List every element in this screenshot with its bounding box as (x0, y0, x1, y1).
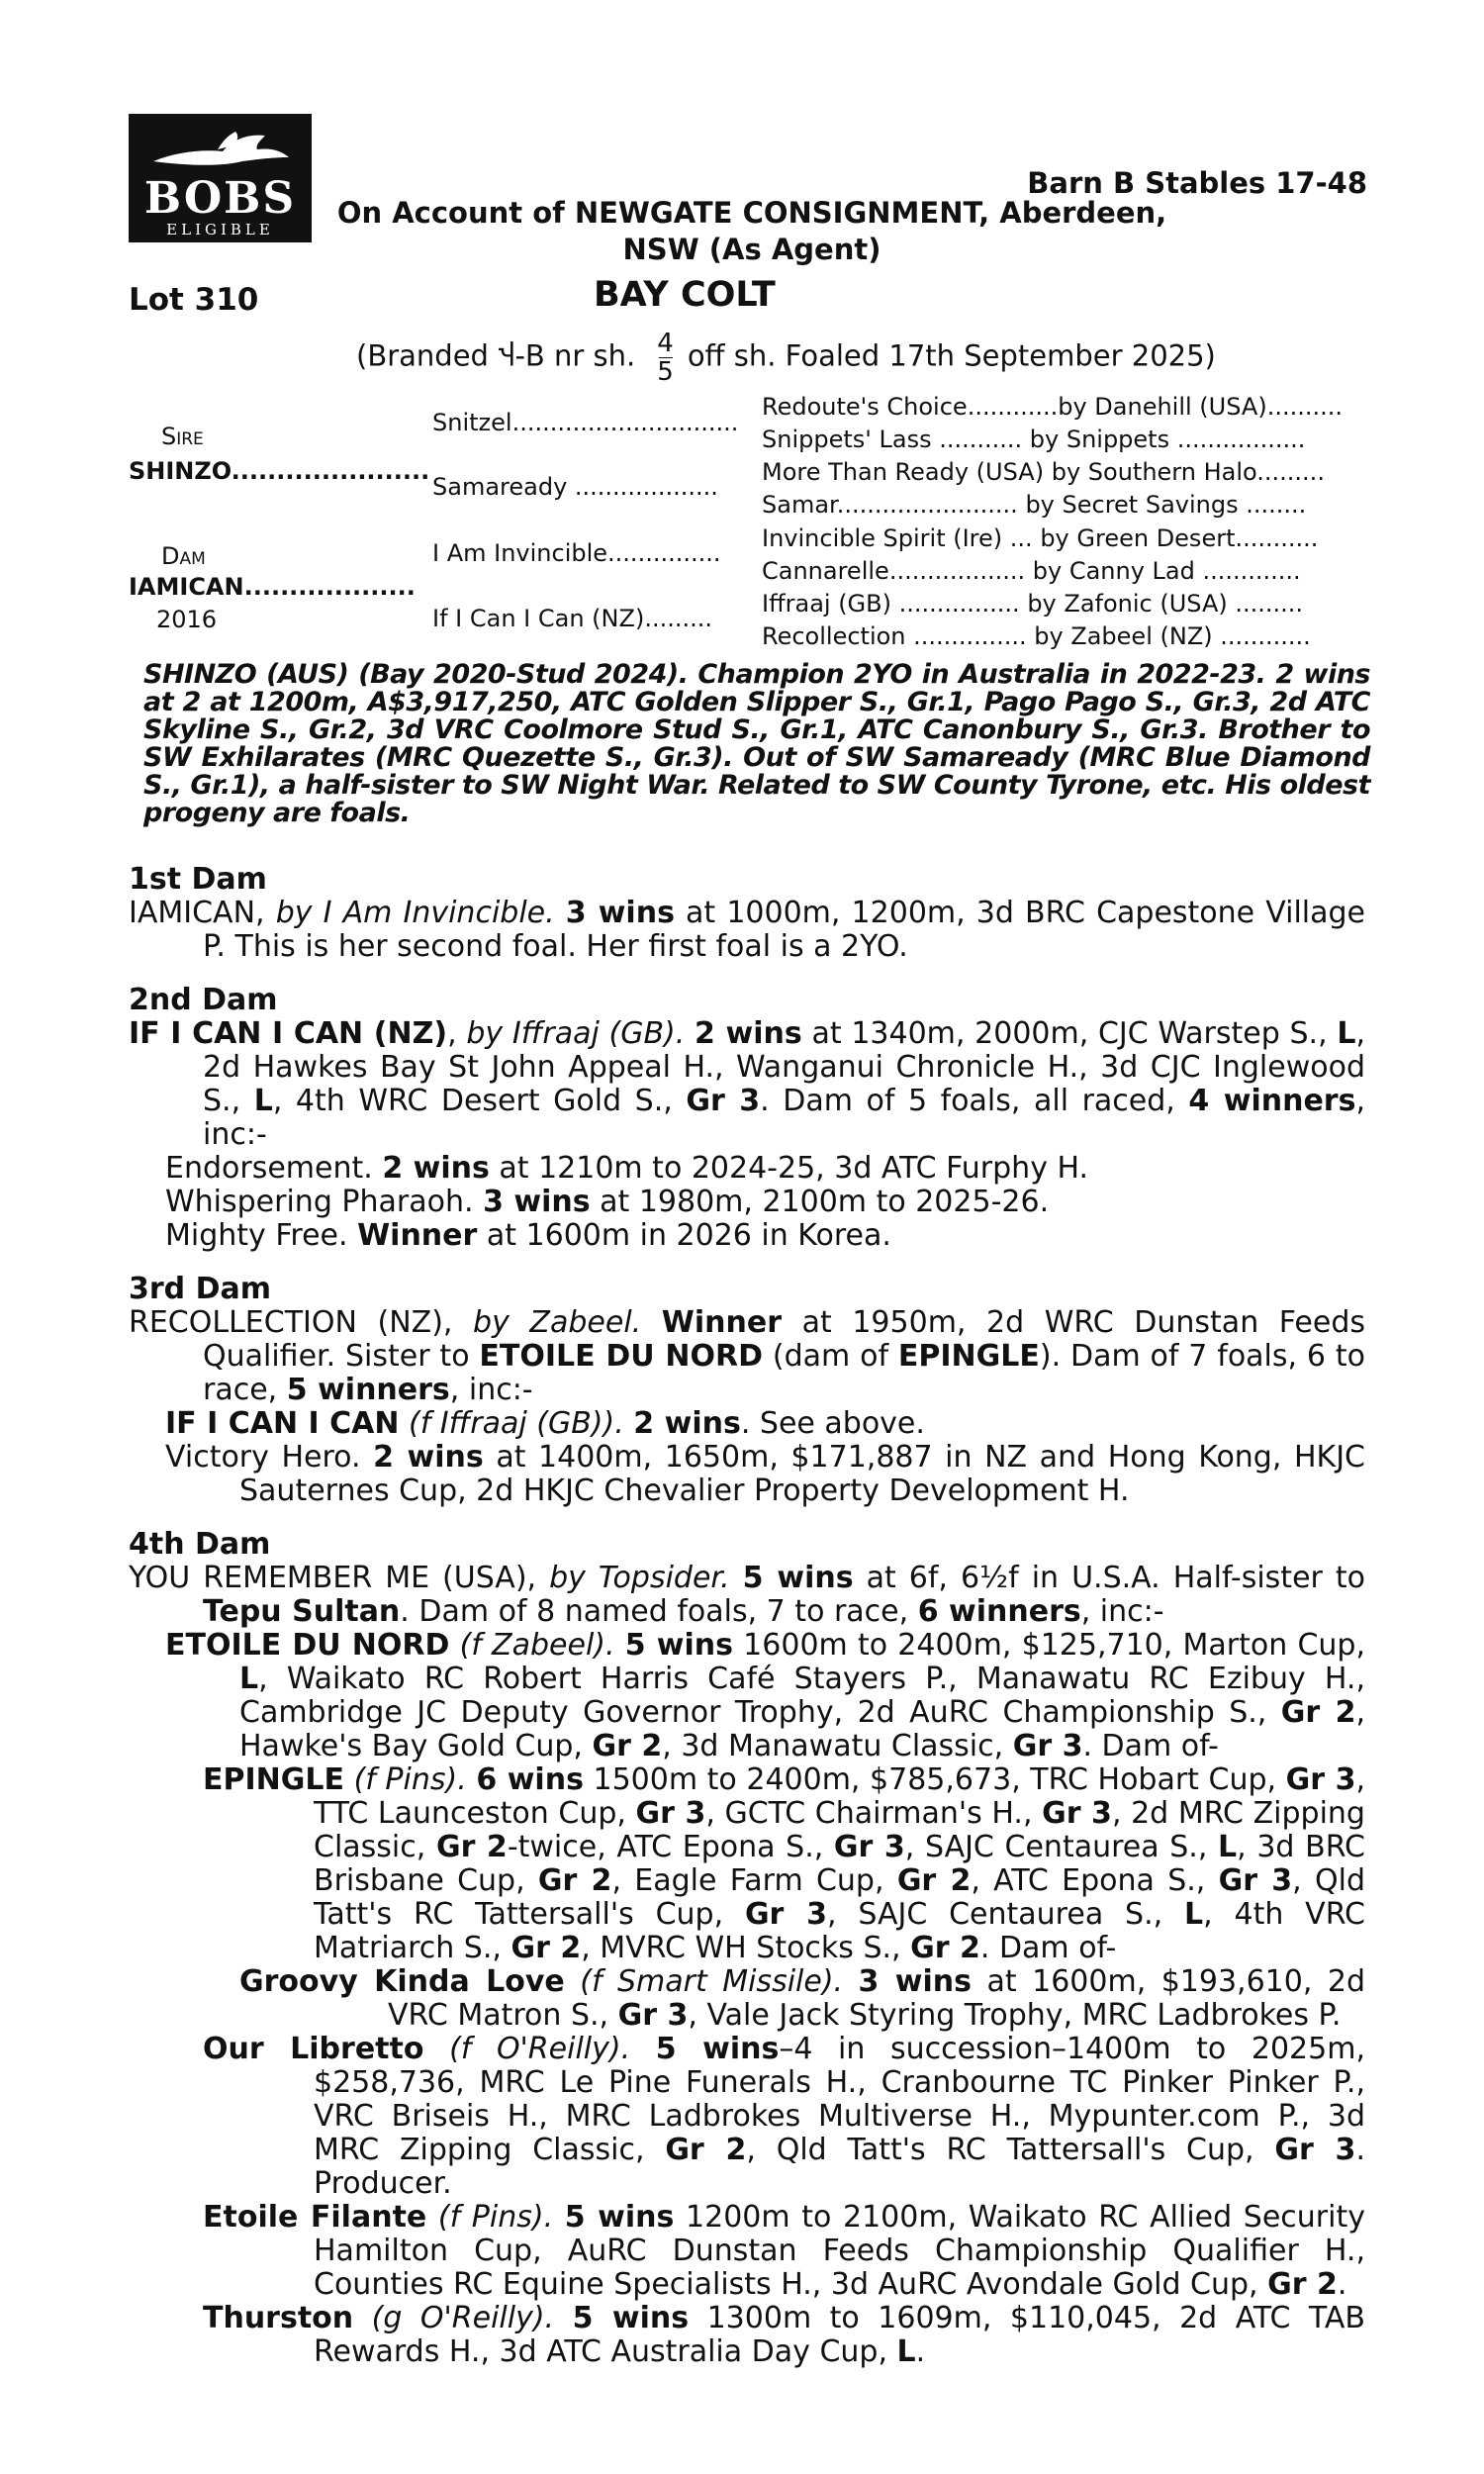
brand-numerator: 4 (657, 329, 674, 358)
dam3-text: RECOLLECTION (NZ), by Zabeel. Winner at 1950m, 2d WRC Dunstan Feeds Qualifier. Sister to ETOILE DU NORD (dam of EPINGLE). Dam of 7 foals, 6 to race, 5 winners, inc:- (129, 1305, 1365, 1407)
sire-label: Sire (161, 423, 204, 450)
dam2-progeny-3: Mighty Free. Winner at 1600m in 2026 in Korea. (165, 1218, 891, 1253)
brand-pre: (Branded (356, 338, 499, 373)
pedigree-gen2-4: If I Can I Can (NZ)......... (432, 605, 712, 632)
sire-name: SHINZO...................... (129, 457, 430, 485)
dam-name: IAMICAN................... (129, 573, 416, 601)
dam2-text: IF I CAN I CAN (NZ), by Iffraaj (GB). 2 wins at 1340m, 2000m, CJC Warstep S., L, 2d Hawkes Bay St John Appeal H., Wanganui Chronicle H., 3d CJC Inglewood S., L, 4th WRC Desert Gold S., Gr 3. Dam of 5 foals, all raced, 4 winners, inc:- (129, 1016, 1366, 1152)
bobs-eligible-logo (129, 114, 312, 242)
dam1-heading: 1st Dam (129, 862, 267, 897)
logo-subtext: ELIGIBLE (166, 221, 274, 238)
consignor (307, 195, 1197, 268)
dam4-heading: 4th Dam (129, 1527, 271, 1562)
pedigree-gen3-7: Iffraaj (GB) ................ by Zafonic (USA) ......... (762, 590, 1304, 618)
dam1-text: IAMICAN, by I Am Invincible. 3 wins at 1000m, 1200m, 3d BRC Capestone Village P. This is her second foal. Her first foal is a 2YO. (129, 896, 1365, 964)
dam-history (129, 863, 1365, 2369)
dam3-progeny-1: IF I CAN I CAN (f Iffraaj (GB)). 2 wins. See above. (165, 1406, 925, 1441)
groovy-kinda-love: Groovy Kinda Love (f Smart Missile). 3 wins at 1600m, $193,610, 2d VRC Matron S., Gr 3, Vale Jack Styring Trophy, MRC Ladbrokes P. (239, 1964, 1366, 2033)
consignor-line-2: NSW (As Agent) (622, 233, 881, 266)
brand-denominator: 5 (657, 357, 674, 387)
brand-mid: nr sh. (544, 338, 636, 373)
dam2-heading: 2nd Dam (129, 983, 278, 1017)
pedigree-gen2-1: Snitzel.............................. (432, 409, 739, 436)
brand-mark: Ⴣ-B (498, 338, 545, 373)
pedigree-gen3-3: More Than Ready (USA) by Southern Halo......... (762, 458, 1325, 486)
dam2-progeny-1: Endorsement. 2 wins at 1210m to 2024-25, 3d ATC Furphy H. (165, 1151, 1089, 1186)
dam2-progeny-2: Whispering Pharaoh. 3 wins at 1980m, 2100m to 2025-26. (165, 1185, 1050, 1219)
dam3-progeny-2: Victory Hero. 2 wins at 1400m, 1650m, $171,887 in NZ and Hong Kong, HKJC Sauternes Cup, 2d HKJC Chevalier Property Development H. (165, 1440, 1365, 1508)
sire-summary: SHINZO (AUS) (Bay 2020-Stud 2024). Champion 2YO in Australia in 2022-23. 2 wins at 2 at 1200m, A$3,917,250, ATC Golden Slipper S., Gr.1, Pago Pago S., Gr.3, 2d ATC Skyline S., Gr.2, 3d VRC Coolmore Stud S., Gr.1, ATC Canonbury S., Gr.3. Brother to SW Exhilarates (MRC Quezette S., Gr.3). Out of SW Samaready (MRC Blue Diamond S., Gr.1), a half-sister to SW Night War. Related to SW County Tyrone, etc. His oldest progeny are foals. (143, 659, 1370, 828)
pedigree-gen3-4: Samar........................ by Secret Savings ........ (762, 491, 1307, 519)
epingle: EPINGLE (f Pins). 6 wins 1500m to 2400m, $785,673, TRC Hobart Cup, Gr 3, TTC Launceston Cup, Gr 3, GCTC Chairman's H., Gr 3, 2d MRC Zipping Classic, Gr 2-twice, ATC Epona S., Gr 3, SAJC Centaurea S., L, 3d BRC Brisbane Cup, Gr 2, Eagle Farm Cup, Gr 2, ATC Epona S., Gr 3, Qld Tatt's RC Tattersall's Cup, Gr 3, SAJC Centaurea S., L, 4th VRC Matriarch S., Gr 2, MVRC WH Stocks S., Gr 2. Dam of- (203, 1762, 1365, 1965)
pedigree-gen2-3: I Am Invincible............... (432, 539, 721, 567)
dam3-heading: 3rd Dam (129, 1272, 271, 1306)
brand-post: off sh. Foaled 17th September 2025) (687, 338, 1216, 373)
lot-number: Lot 310 (129, 282, 259, 318)
dam-label: Dam (161, 542, 206, 570)
pedigree-gen3-8: Recollection ............... by Zabeel (NZ) ............ (762, 622, 1311, 650)
consignor-line-1: On Account of NEWGATE CONSIGNMENT, Aberdeen, (336, 196, 1167, 230)
pedigree-gen2-2: Samaready ................... (432, 473, 718, 501)
lot-title: BAY COLT (594, 275, 776, 315)
barn-location: Barn B Stables 17-48 (1027, 166, 1367, 200)
thurston: Thurston (g O'Reilly). 5 wins 1300m to 1609m, $110,045, 2d ATC TAB Rewards H., 3d ATC Australia Day Cup, L. (203, 2301, 1366, 2369)
pedigree-gen3-2: Snippets' Lass ........... by Snippets ................. (762, 426, 1306, 453)
logo-text: BOBS (143, 173, 297, 224)
pedigree-gen3-1: Redoute's Choice............by Danehill (USA).......... (762, 393, 1343, 421)
pedigree-gen3-6: Cannarelle.................. by Canny Lad ............. (762, 557, 1301, 585)
our-libretto: Our Libretto (f O'Reilly). 5 wins–4 in succession–1400m to 2025m, $258,736, MRC Le Pine Funerals H., Cranbourne TC Pinker Pinker P., VRC Briseis H., MRC Ladbrokes Multiverse H., Mypunter.com P., 3d MRC Zipping Classic, Gr 2, Qld Tatt's RC Tattersall's Cup, Gr 3. Producer. (203, 2032, 1365, 2201)
pedigree-gen3-5: Invincible Spirit (Ire) ... by Green Desert........... (762, 524, 1319, 552)
horse-rider-icon (148, 122, 292, 176)
dam-year: 2016 (156, 606, 218, 633)
dam4-text: YOU REMEMBER ME (USA), by Topsider. 5 wins at 6f, 6½f in U.S.A. Half-sister to Tepu Sultan. Dam of 8 named foals, 7 to race, 6 winners, inc:- (129, 1561, 1365, 1629)
brand-fraction (657, 330, 674, 386)
etoile-du-nord: ETOILE DU NORD (f Zabeel). 5 wins 1600m to 2400m, $125,710, Marton Cup, L, Waikato RC Robert Harris Café Stayers P., Manawatu RC Ezibuy H., Cambridge JC Deputy Governor Trophy, 2d AuRC Championship S., Gr 2, Hawke's Bay Gold Cup, Gr 2, 3d Manawatu Classic, Gr 3. Dam of- (165, 1628, 1365, 1763)
brand-line (356, 330, 1216, 386)
etoile-filante: Etoile Filante (f Pins). 5 wins 1200m to 2100m, Waikato RC Allied Security Hamilton Cup, AuRC Dunstan Feeds Championship Qualifier H., Counties RC Equine Specialists H., 3d AuRC Avondale Gold Cup, Gr 2. (203, 2200, 1365, 2302)
